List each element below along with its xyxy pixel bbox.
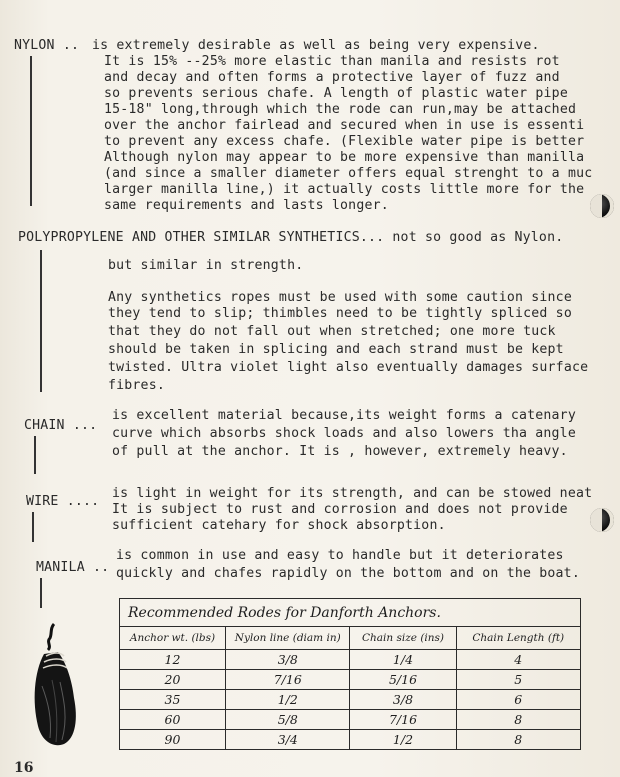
table-row bbox=[120, 710, 581, 730]
table-cell: 12 bbox=[120, 650, 226, 670]
chain-line: of pull at the anchor. It is , however, extremely heavy. bbox=[112, 444, 568, 459]
table-cell: 5/16 bbox=[350, 670, 456, 690]
table-cell: 20 bbox=[120, 670, 226, 690]
nylon-line: to prevent any excess chafe. (Flexible water pipe is better bbox=[104, 134, 585, 149]
table-cell: 7/16 bbox=[226, 670, 350, 690]
nylon-line: Although nylon may appear to be more expensive than manilla bbox=[104, 150, 585, 165]
coiled-rope-icon bbox=[30, 622, 82, 750]
nylon-line: over the anchor fairlead and secured when in use is essenti bbox=[104, 118, 585, 133]
nylon-line: 15-18" long,through which the rode can run,may be attached bbox=[104, 102, 577, 117]
page-number: 16 bbox=[14, 760, 34, 776]
nylon-line: is extremely desirable as well as being very expensive. bbox=[92, 38, 540, 53]
table-cell: 6 bbox=[456, 690, 581, 710]
binder-hole bbox=[590, 508, 614, 532]
wire-line: sufficient catehary for shock absorption. bbox=[112, 518, 446, 533]
poly-line: but similar in strength. bbox=[108, 258, 304, 273]
table-row bbox=[120, 730, 581, 750]
nylon-label: NYLON .. bbox=[14, 38, 80, 53]
poly-line: fibres. bbox=[108, 378, 165, 393]
table-cell: 60 bbox=[120, 710, 226, 730]
margin-rule bbox=[34, 436, 36, 474]
table-cell: 3/8 bbox=[350, 690, 456, 710]
nylon-line: so prevents serious chafe. A length of plastic water pipe bbox=[104, 86, 568, 101]
margin-rule bbox=[32, 512, 34, 542]
table-cell: 1/2 bbox=[350, 730, 456, 750]
table-cell: 90 bbox=[120, 730, 226, 750]
wire-line: is light in weight for its strength, and can be stowed neat bbox=[112, 486, 593, 501]
poly-line: twisted. Ultra violet light also eventually damages surface bbox=[108, 360, 589, 375]
margin-rule bbox=[40, 250, 42, 392]
table-cell: 8 bbox=[456, 730, 581, 750]
margin-rule bbox=[30, 56, 32, 206]
poly-line: that they do not fall out when stretched; one more tuck bbox=[108, 324, 556, 339]
manila-line: quickly and chafes rapidly on the bottom and on the boat. bbox=[116, 566, 580, 581]
poly-line: should be taken in splicing and each strand must be kept bbox=[108, 342, 564, 357]
manila-line: is common in use and easy to handle but it deteriorates bbox=[116, 548, 564, 563]
chain-label: CHAIN ... bbox=[24, 418, 98, 433]
poly-label: POLYPROPYLENE AND OTHER SIMILAR SYNTHETICS... not so good as Nylon. bbox=[18, 230, 564, 245]
table-row bbox=[120, 670, 581, 690]
nylon-line: It is 15% --25% more elastic than manila and resists rot bbox=[104, 54, 560, 69]
table-cell: 3/8 bbox=[226, 650, 350, 670]
table-cell: 35 bbox=[120, 690, 226, 710]
manila-label: MANILA .. bbox=[36, 560, 110, 575]
wire-label: WIRE .... bbox=[26, 494, 100, 509]
table-header: Chain size (ins) bbox=[350, 627, 456, 650]
table-cell: 7/16 bbox=[350, 710, 456, 730]
table-header: Chain Length (ft) bbox=[456, 627, 581, 650]
nylon-line: same requirements and lasts longer. bbox=[104, 198, 389, 213]
table-header: Anchor wt. (lbs) bbox=[120, 627, 226, 650]
poly-line: Any synthetics ropes must be used with some caution since bbox=[108, 290, 572, 305]
wire-line: It is subject to rust and corrosion and does not provide bbox=[112, 502, 568, 517]
table-row bbox=[120, 650, 581, 670]
table-cell: 1/2 bbox=[226, 690, 350, 710]
nylon-line: larger manilla line,) it actually costs little more for the bbox=[104, 182, 585, 197]
nylon-line: (and since a smaller diameter offers equal strenght to a muc bbox=[104, 166, 593, 181]
poly-line: they tend to slip; thimbles need to be tightly spliced so bbox=[108, 306, 572, 321]
table-title: Recommended Rodes for Danforth Anchors. bbox=[120, 599, 581, 627]
table-cell: 3/4 bbox=[226, 730, 350, 750]
table-cell: 5/8 bbox=[226, 710, 350, 730]
table-row bbox=[120, 690, 581, 710]
chain-line: is excellent material because,its weight forms a catenary bbox=[112, 408, 576, 423]
nylon-line: and decay and often forms a protective layer of fuzz and bbox=[104, 70, 560, 85]
table-cell: 1/4 bbox=[350, 650, 456, 670]
margin-rule bbox=[40, 578, 42, 608]
rodes-table bbox=[119, 598, 581, 750]
table-header: Nylon line (diam in) bbox=[226, 627, 350, 650]
binder-hole bbox=[590, 194, 614, 218]
chain-line: curve which absorbs shock loads and also lowers tha angle bbox=[112, 426, 576, 441]
table-cell: 5 bbox=[456, 670, 581, 690]
table-cell: 8 bbox=[456, 710, 581, 730]
table-cell: 4 bbox=[456, 650, 581, 670]
